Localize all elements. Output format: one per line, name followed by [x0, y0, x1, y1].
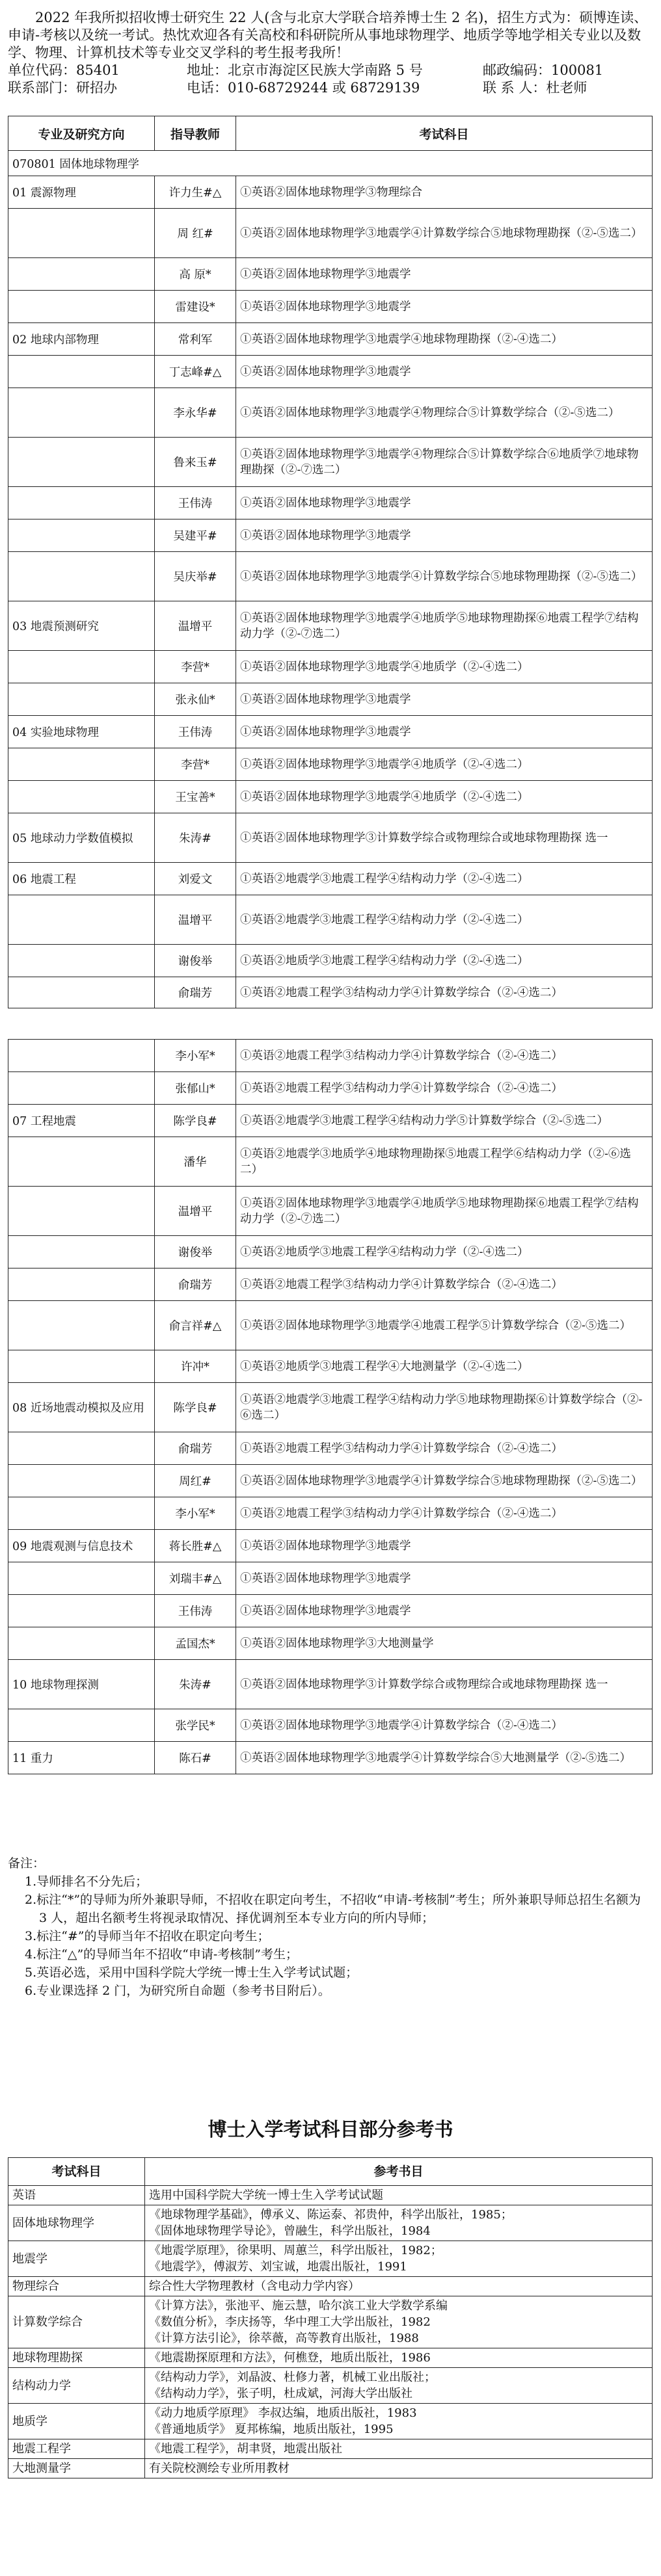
reference-book: 《结构动力学》，张子明，杜成斌，河海大学出版社: [149, 2387, 412, 2400]
reference-book: 《地震勘探原理和方法》，何樵登，地质出版社，1986: [149, 2351, 431, 2365]
table-row: [8, 323, 653, 356]
address: 地址：北京市海淀区民族大学南路 5 号: [187, 62, 423, 78]
reference-header-subject: 考试科目: [8, 2158, 145, 2186]
table-row: [8, 487, 653, 519]
reference-book: 《数值分析》，李庆扬等，华中理工大学出版社，1982: [149, 2315, 431, 2329]
teacher-cell: 王宝善*: [155, 781, 236, 813]
subjects-cell: ①英语②固体地球物理学③地震学: [236, 519, 653, 552]
subjects-cell: ①英语②地震工程学③结构动力学④计算数学综合（②-④选二）: [236, 1497, 653, 1530]
table-row: [8, 781, 653, 813]
subjects-cell: ①英语②地震学③地震工程学④结构动力学⑤地球物理勘探⑥计算数学综合（②-⑥选二）: [236, 1383, 653, 1432]
subjects-cell: ①英语②地质学③地震工程学④结构动力学（②-④选二）: [236, 945, 653, 977]
note-item: 6.专业课选择 2 门，为研究所自命题（参考书目附后）。: [25, 1984, 330, 1998]
direction-cell: [8, 487, 155, 519]
teacher-cell: 孟国杰*: [155, 1627, 236, 1660]
notes-section: [8, 1854, 652, 2000]
reference-books: [145, 2205, 653, 2241]
reference-table: [8, 2157, 653, 2478]
notes-label: 备注：: [8, 1856, 46, 1871]
direction-cell: [8, 1627, 155, 1660]
subjects-cell: ①英语②固体地球物理学③地震学: [236, 291, 653, 323]
table-row: [8, 601, 653, 651]
direction-cell: 02 地球内部物理: [8, 323, 155, 356]
table-row: [8, 1040, 653, 1072]
reference-books: [145, 2368, 653, 2404]
direction-cell: 09 地震观测与信息技术: [8, 1530, 155, 1562]
teacher-cell: 高 原*: [155, 258, 236, 291]
direction-cell: 08 近场地震动模拟及应用: [8, 1383, 155, 1432]
major-row: [8, 151, 653, 176]
teacher-cell: 许力生#△: [155, 176, 236, 209]
teacher-cell: 俞瑞芳: [155, 1432, 236, 1465]
teacher-cell: 张永仙*: [155, 683, 236, 716]
reference-subject: 地震学: [8, 2241, 145, 2277]
reference-row: [8, 2277, 653, 2296]
direction-cell: [8, 683, 155, 716]
reference-header-books: 参考书目: [145, 2158, 653, 2186]
subjects-cell: ①英语②固体地球物理学③地震学④地球物理勘探（②-④选二）: [236, 323, 653, 356]
subjects-cell: ①英语②固体地球物理学③地震学: [236, 487, 653, 519]
subjects-cell: ①英语②地震工程学③结构动力学④计算数学综合（②-④选二）: [236, 977, 653, 1008]
table-row: [8, 716, 653, 748]
table-row: [8, 895, 653, 945]
teacher-cell: 王伟涛: [155, 487, 236, 519]
direction-cell: [8, 356, 155, 388]
intro-paragraph: 2022 年我所拟招收博士研究生 22 人(含与北京大学联合培养博士生 2 名)，招生方式为：硕博连读、申请-考核以及统一考试。热忱欢迎各有关高校和科研院所从事地球物理学、地质学等地学相关专业以及数学、物理、计算机技术等专业交叉学科的考生报考我所！: [8, 10, 648, 60]
reference-book: 《固体地球物理学导论》，曾融生，科学出版社，1984: [149, 2224, 431, 2238]
table-row: [8, 683, 653, 716]
reference-book: 综合性大学物理教材（含电动力学内容）: [149, 2280, 360, 2293]
subjects-cell: ①英语②固体地球物理学③地震学: [236, 716, 653, 748]
header-direction: 专业及研究方向: [8, 116, 155, 151]
direction-cell: 01 震源物理: [8, 176, 155, 209]
direction-cell: [8, 977, 155, 1008]
direction-cell: [8, 895, 155, 945]
teacher-cell: 吴建平#: [155, 519, 236, 552]
table-row: [8, 176, 653, 209]
teacher-cell: 张学民*: [155, 1709, 236, 1742]
teacher-cell: 朱涛#: [155, 1660, 236, 1709]
subjects-cell: ①英语②固体地球物理学③地震学: [236, 258, 653, 291]
teacher-cell: 常利军: [155, 323, 236, 356]
reference-book: 《普通地质学》 夏邦栋编，地质出版社，1995: [149, 2423, 394, 2436]
direction-cell: [8, 519, 155, 552]
table-row: [8, 519, 653, 552]
subjects-cell: ①英语②地震学③地质学④地球物理勘探⑤地震工程学⑥结构动力学（②-⑥选二）: [236, 1137, 653, 1187]
reference-subject: 计算数学综合: [8, 2296, 145, 2348]
reference-book: 《结构动力学》，刘晶波、杜修力著，机械工业出版社；: [149, 2371, 436, 2384]
direction-cell: [8, 651, 155, 683]
subjects-cell: ①英语②固体地球物理学③地震学④地质学⑤地球物理勘探⑥地震工程学⑦结构动力学（②-⑦选二）: [236, 601, 653, 651]
subjects-cell: ①英语②固体地球物理学③地震学④计算数学综合⑤地球物理勘探（②-⑤选二）: [236, 1465, 653, 1497]
teacher-cell: 许冲*: [155, 1350, 236, 1383]
direction-cell: [8, 1187, 155, 1236]
reference-row: [8, 2241, 653, 2277]
direction-cell: [8, 1562, 155, 1595]
reference-books: [145, 2277, 653, 2296]
reference-header-row: [8, 2158, 653, 2186]
reference-book: 《地震学原理》，徐果明、周蕙兰，科学出版社，1982；: [149, 2244, 442, 2257]
subjects-cell: ①英语②地质学③地震工程学④结构动力学（②-④选二）: [236, 1236, 653, 1268]
table-row: [8, 1530, 653, 1562]
direction-cell: [8, 1432, 155, 1465]
table-row: [8, 1432, 653, 1465]
teacher-cell: 俞言祥#△: [155, 1301, 236, 1350]
direction-cell: [8, 258, 155, 291]
table-row: [8, 1236, 653, 1268]
table-row: [8, 1627, 653, 1660]
table-row: [8, 1595, 653, 1627]
table-row: [8, 1268, 653, 1301]
subjects-cell: ①英语②固体地球物理学③地震学④地质学⑤地球物理勘探⑥地震工程学⑦结构动力学（②-⑦选二）: [236, 1187, 653, 1236]
note-item: 2.标注“*”的导师为所外兼职导师，不招收在职定向考生，不招收“申请-考核制”考生；所外兼职导师总招生名额为 3 人，超出名额考生将视录取情况、择优调剂至本专业方向的所内导师；: [25, 1893, 641, 1925]
direction-cell: [8, 945, 155, 977]
subjects-cell: ①英语②地震学③地震工程学④结构动力学（②-④选二）: [236, 895, 653, 945]
direction-cell: 11 重力: [8, 1742, 155, 1774]
table-row: [8, 651, 653, 683]
subjects-cell: ①英语②固体地球物理学③地震学: [236, 683, 653, 716]
reference-row: [8, 2205, 653, 2241]
teacher-cell: 温增平: [155, 601, 236, 651]
table-row: [8, 1497, 653, 1530]
table-row: [8, 291, 653, 323]
direction-cell: [8, 1137, 155, 1187]
table-row: [8, 1187, 653, 1236]
reference-row: [8, 2439, 653, 2459]
reference-book: 选用中国科学院大学统一博士生入学考试试题: [149, 2188, 383, 2202]
subjects-cell: ①英语②固体地球物理学③地震学④物理综合⑤计算数学综合（②-⑤选二）: [236, 388, 653, 438]
subjects-cell: ①英语②固体地球物理学③地震学④地质学（②-④选二）: [236, 781, 653, 813]
subjects-cell: ①英语②固体地球物理学③地震学④计算数学综合⑤大地测量学（②-⑤选二）: [236, 1742, 653, 1774]
table-row: [8, 1072, 653, 1105]
subjects-cell: ①英语②地震学③地震工程学④结构动力学（②-④选二）: [236, 863, 653, 895]
reference-row: [8, 2459, 653, 2478]
subjects-cell: ①英语②固体地球物理学③大地测量学: [236, 1627, 653, 1660]
teacher-cell: 潘华: [155, 1137, 236, 1187]
enrollment-table-2-wrap: [8, 1039, 652, 1774]
direction-cell: [8, 1040, 155, 1072]
table-row: [8, 1301, 653, 1350]
direction-cell: [8, 209, 155, 258]
table-row: [8, 356, 653, 388]
direction-cell: [8, 1350, 155, 1383]
teacher-cell: 鲁来玉#: [155, 438, 236, 487]
teacher-cell: 陈学良#: [155, 1105, 236, 1137]
table-row: [8, 1562, 653, 1595]
teacher-cell: 陈学良#: [155, 1383, 236, 1432]
reference-book: 《地震学》，傅淑芳、刘宝诚，地震出版社，1991: [149, 2260, 407, 2274]
reference-subject: 结构动力学: [8, 2368, 145, 2404]
table-row: [8, 945, 653, 977]
direction-cell: [8, 781, 155, 813]
direction-cell: 10 地球物理探测: [8, 1660, 155, 1709]
reference-subject: 地震工程学: [8, 2439, 145, 2459]
reference-book: 《地球物理学基础》，傅承义、陈运泰、祁贵仲，科学出版社，1985；: [149, 2208, 513, 2222]
reference-book: 《计算方法引论》，徐萃薇，高等教育出版社，1988: [149, 2332, 419, 2345]
reference-book: 《地震工程学》，胡聿贤，地震出版社: [149, 2442, 342, 2456]
teacher-cell: 李营*: [155, 748, 236, 781]
direction-cell: [8, 1497, 155, 1530]
teacher-cell: 俞瑞芳: [155, 1268, 236, 1301]
direction-cell: [8, 1072, 155, 1105]
subjects-cell: ①英语②固体地球物理学③地震学④地震工程学⑤计算数学综合（②-⑤选二）: [236, 1301, 653, 1350]
subjects-cell: ①英语②固体地球物理学③计算数学综合或物理综合或地球物理勘探 选一: [236, 813, 653, 863]
direction-cell: [8, 1595, 155, 1627]
postcode: 邮政编码：100081: [483, 62, 604, 78]
subjects-cell: ①英语②固体地球物理学③计算数学综合或物理综合或地球物理勘探 选一: [236, 1660, 653, 1709]
reference-row: [8, 2296, 653, 2348]
subjects-cell: ①英语②固体地球物理学③地震学④计算数学综合（②-④选二）: [236, 1709, 653, 1742]
table-row: [8, 1709, 653, 1742]
teacher-cell: 谢俊举: [155, 945, 236, 977]
contact-info: [8, 62, 652, 97]
subjects-cell: ①英语②固体地球物理学③地震学④物理综合⑤计算数学综合⑥地质学⑦地球物理勘探（②-⑦选二）: [236, 438, 653, 487]
teacher-cell: 温增平: [155, 1187, 236, 1236]
direction-cell: 05 地球动力学数值模拟: [8, 813, 155, 863]
unit-code: 单位代码：85401: [8, 62, 120, 78]
enrollment-table-1: [8, 116, 653, 1008]
teacher-cell: 俞瑞芳: [155, 977, 236, 1008]
contact-dept: 联系部门：研招办: [8, 80, 117, 96]
subjects-cell: ①英语②地震学③地震工程学④结构动力学⑤计算数学综合（②-⑤选二）: [236, 1105, 653, 1137]
teacher-cell: 刘爱文: [155, 863, 236, 895]
subjects-cell: ①英语②固体地球物理学③地震学: [236, 1530, 653, 1562]
note-item: 4.标注“△”的导师当年不招收“申请-考核制”考生；: [25, 1947, 299, 1962]
table-row: [8, 813, 653, 863]
table-row: [8, 1660, 653, 1709]
direction-cell: [8, 1268, 155, 1301]
reference-subject: 地质学: [8, 2404, 145, 2439]
teacher-cell: 李小军*: [155, 1497, 236, 1530]
table-row: [8, 977, 653, 1008]
reference-row: [8, 2368, 653, 2404]
table-row: [8, 388, 653, 438]
teacher-cell: 王伟涛: [155, 1595, 236, 1627]
reference-books: [145, 2241, 653, 2277]
teacher-cell: 周红#: [155, 1465, 236, 1497]
reference-table-wrap: [8, 2157, 652, 2478]
header-subjects: 考试科目: [236, 116, 653, 151]
direction-cell: [8, 748, 155, 781]
table-row: [8, 552, 653, 601]
direction-cell: 06 地震工程: [8, 863, 155, 895]
table-header-row: [8, 116, 653, 151]
teacher-cell: 雷建设*: [155, 291, 236, 323]
direction-cell: [8, 1465, 155, 1497]
subjects-cell: ①英语②固体地球物理学③物理综合: [236, 176, 653, 209]
note-item: 1.导师排名不分先后；: [25, 1874, 148, 1889]
reference-subject: 英语: [8, 2186, 145, 2205]
reference-books: [145, 2296, 653, 2348]
intro-section: [8, 9, 652, 97]
table-row: [8, 1465, 653, 1497]
subjects-cell: ①英语②固体地球物理学③地震学: [236, 1595, 653, 1627]
direction-cell: 03 地震预测研究: [8, 601, 155, 651]
table-row: [8, 209, 653, 258]
subjects-cell: ①英语②固体地球物理学③地震学④地质学（②-④选二）: [236, 748, 653, 781]
table-row: [8, 1383, 653, 1432]
direction-cell: [8, 1236, 155, 1268]
teacher-cell: 李小军*: [155, 1040, 236, 1072]
teacher-cell: 蒋长胜#△: [155, 1530, 236, 1562]
table-row: [8, 1350, 653, 1383]
reference-title: 博士入学考试科目部分参考书: [208, 2118, 453, 2140]
subjects-cell: ①英语②固体地球物理学③地震学: [236, 356, 653, 388]
teacher-cell: 朱涛#: [155, 813, 236, 863]
table-row: [8, 1137, 653, 1187]
teacher-cell: 王伟涛: [155, 716, 236, 748]
reference-subject: 物理综合: [8, 2277, 145, 2296]
subjects-cell: ①英语②固体地球物理学③地震学④计算数学综合⑤地球物理勘探（②-⑤选二）: [236, 209, 653, 258]
reference-books: [145, 2186, 653, 2205]
contact-person: 联 系 人：杜老师: [483, 80, 587, 96]
reference-row: [8, 2348, 653, 2368]
reference-books: [145, 2459, 653, 2478]
teacher-cell: 刘瑞丰#△: [155, 1562, 236, 1595]
phone: 电话：010-68729244 或 68729139: [187, 80, 420, 96]
table-row: [8, 863, 653, 895]
table-row: [8, 748, 653, 781]
reference-books: [145, 2348, 653, 2368]
reference-subject: 固体地球物理学: [8, 2205, 145, 2241]
subjects-cell: ①英语②地质学③地震工程学④大地测量学（②-④选二）: [236, 1350, 653, 1383]
direction-cell: 07 工程地震: [8, 1105, 155, 1137]
note-item: 3.标注“#”的导师当年不招收在职定向考生；: [25, 1929, 270, 1943]
enrollment-table-1-wrap: [8, 116, 652, 1008]
teacher-cell: 吴庆举#: [155, 552, 236, 601]
major-name: 070801 固体地球物理学: [8, 151, 653, 176]
reference-books: [145, 2439, 653, 2459]
reference-book: 《计算方法》，张池平、施云慧，哈尔滨工业大学数学系编: [149, 2299, 448, 2313]
table-row: [8, 1742, 653, 1774]
subjects-cell: ①英语②地震工程学③结构动力学④计算数学综合（②-④选二）: [236, 1040, 653, 1072]
direction-cell: [8, 552, 155, 601]
table-row: [8, 1105, 653, 1137]
reference-row: [8, 2186, 653, 2205]
note-item: 5.英语必选，采用中国科学院大学统一博士生入学考试试题；: [25, 1965, 358, 1980]
direction-cell: [8, 438, 155, 487]
reference-book: 有关院校测绘专业所用教材: [149, 2462, 290, 2475]
teacher-cell: 周 红#: [155, 209, 236, 258]
enrollment-table-2: [8, 1039, 653, 1774]
reference-row: [8, 2404, 653, 2439]
subjects-cell: ①英语②固体地球物理学③地震学④计算数学综合⑤地球物理勘探（②-⑤选二）: [236, 552, 653, 601]
direction-cell: [8, 291, 155, 323]
subjects-cell: ①英语②固体地球物理学③地震学: [236, 1562, 653, 1595]
teacher-cell: 谢俊举: [155, 1236, 236, 1268]
teacher-cell: 李永华#: [155, 388, 236, 438]
reference-books: [145, 2404, 653, 2439]
teacher-cell: 陈石#: [155, 1742, 236, 1774]
subjects-cell: ①英语②地震工程学③结构动力学④计算数学综合（②-④选二）: [236, 1432, 653, 1465]
teacher-cell: 李营*: [155, 651, 236, 683]
direction-cell: [8, 1709, 155, 1742]
subjects-cell: ①英语②地震工程学③结构动力学④计算数学综合（②-④选二）: [236, 1268, 653, 1301]
direction-cell: [8, 388, 155, 438]
reference-book: 《动力地质学原理》 李叔达编，地质出版社，1983: [149, 2406, 417, 2420]
table-row: [8, 438, 653, 487]
table-row: [8, 258, 653, 291]
teacher-cell: 张郁山*: [155, 1072, 236, 1105]
reference-subject: 地球物理勘探: [8, 2348, 145, 2368]
reference-subject: 大地测量学: [8, 2459, 145, 2478]
teacher-cell: 温增平: [155, 895, 236, 945]
header-teacher: 指导教师: [155, 116, 236, 151]
subjects-cell: ①英语②固体地球物理学③地震学④地质学（②-④选二）: [236, 651, 653, 683]
direction-cell: [8, 1301, 155, 1350]
teacher-cell: 丁志峰#△: [155, 356, 236, 388]
direction-cell: 04 实验地球物理: [8, 716, 155, 748]
subjects-cell: ①英语②地震工程学③结构动力学④计算数学综合（②-④选二）: [236, 1072, 653, 1105]
